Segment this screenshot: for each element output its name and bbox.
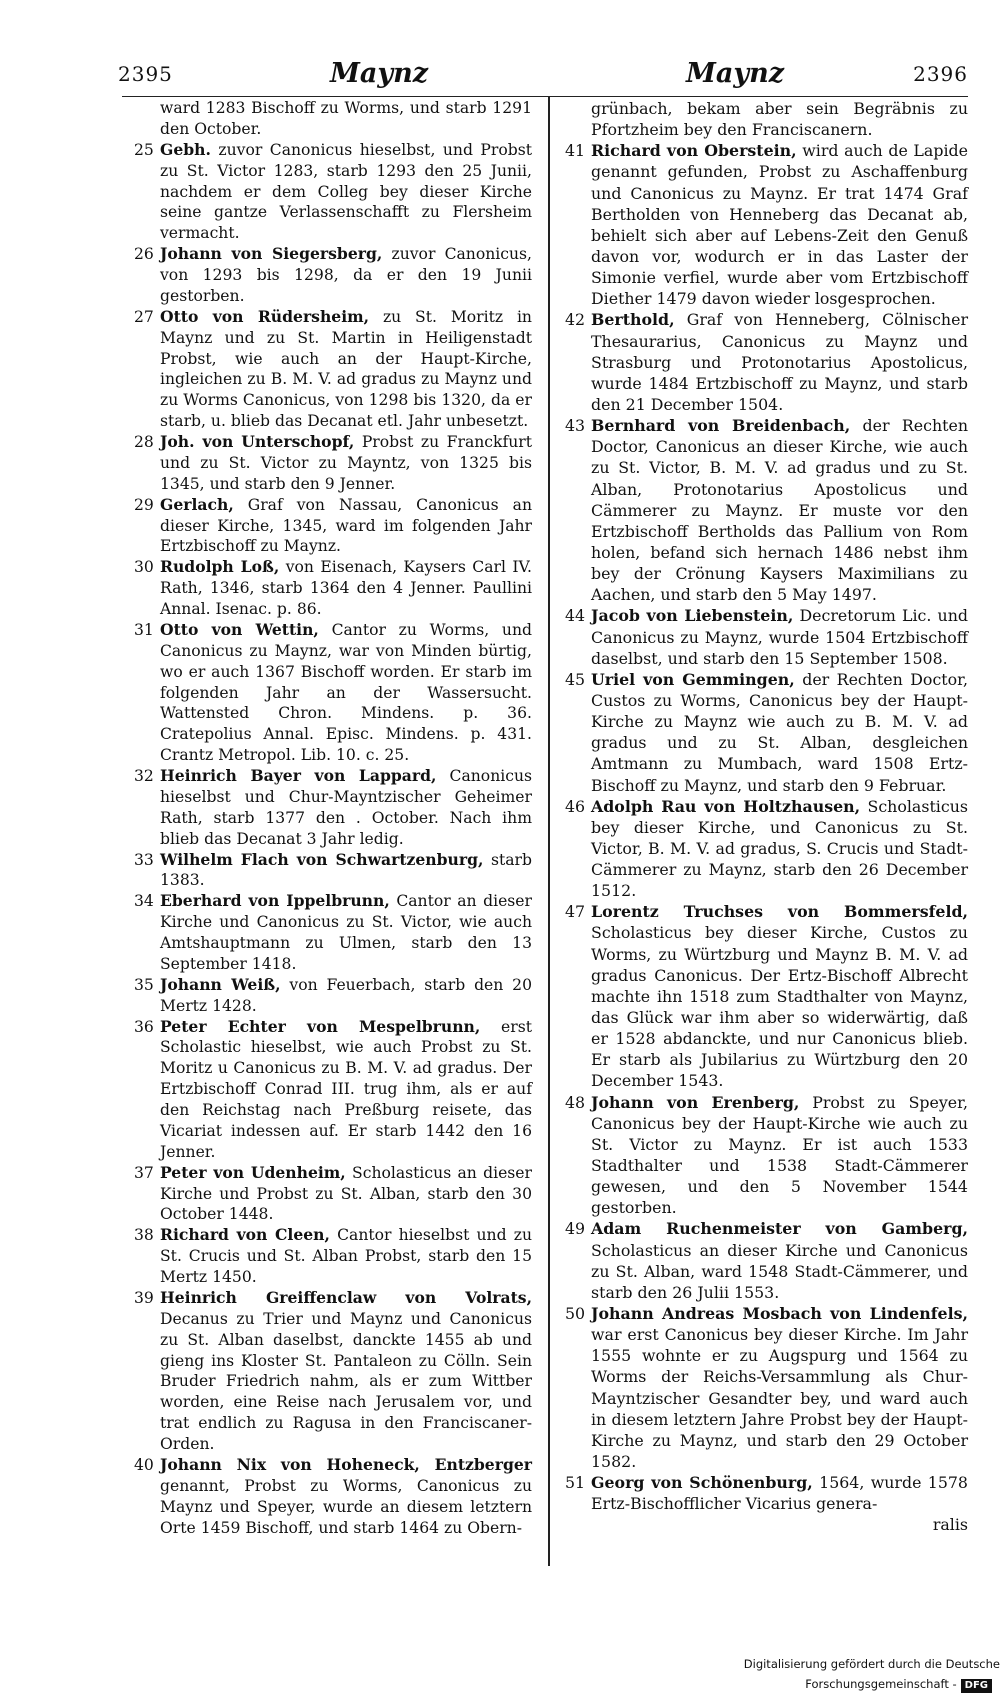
entry-number: 35 <box>134 975 154 994</box>
register-entry <box>565 605 968 668</box>
entry-text: zuvor Canonicus hieselbst, und Probst zu St. Victor 1283, starb 1293 den 25 Junii, nachdem er dem Colleg bey dieser Kirche seine gantze Verlassenschafft zu Flersheim vermacht. <box>160 140 533 243</box>
entry-text: erst Scholastic hieselbst, wie auch Probst zu St. Moritz u Canonicus zu B. M. V. ad gradus. Der Ertzbischoff Conrad III. trug ihm, als er auf den Reichstag nach Preßburg reisete, das Vicariat indessen auf. Er starb 1442 den 16 Jenner. <box>160 1017 532 1161</box>
entry-text: wird auch de Lapide genannt gefunden, Probst zu Aschaffenburg und Canonicus zu Maynz. Er trat 1474 Graf Bertholden von Henneberg das Decanat ab, behielt sich aber auf Lebens-Zeit den Genuß davon vor, wodurch er in das Laster der Simonie verfiel, wurde aber vom Ertzbischoff Diether 1479 davon wieder losgesprochen. <box>591 141 968 309</box>
entry-number: 48 <box>565 1092 586 1112</box>
column-divider <box>548 96 550 1566</box>
entry-text: von Eisenach, Kaysers Carl IV. Rath, 1346, starb 1364 den 4 Jenner. Paullini Annal. Isenac. p. 86. <box>160 558 532 618</box>
entry-number: 29 <box>134 495 154 514</box>
entry-text: war erst Canonicus bey dieser Kirche. Im Jahr 1555 wohnte er zu Augspurg und 1564 zu Worms der Reichs-Versammlung als Chur-Mayntzischer Gesandter bey, und ward auch in diesem letztern Jahre Probst bey der Haupt-Kirche zu Maynz, und starb den 29 October 1582. <box>591 1325 968 1471</box>
person-name: Richard von Oberstein, <box>591 141 797 161</box>
person-name: Heinrich Greiffenclaw von Volrats, <box>160 1287 532 1307</box>
register-entry <box>134 244 532 307</box>
entry-text: Scholasticus bey dieser Kirche, und Canonicus zu St. Victor, B. M. V. ad gradus, S. Crucis und Stadt-Cämmerer zu Maynz, starb den 26 December 1512. <box>591 796 968 901</box>
entry-number: 30 <box>134 558 154 577</box>
page-number-left: 2395 <box>118 62 173 86</box>
register-entry <box>134 495 532 558</box>
entry-text: grünbach, bekam aber sein Begräbnis zu Pfortzheim bey den Franciscanern. <box>591 99 968 140</box>
page-number-right: 2396 <box>913 62 968 86</box>
person-name: Berthold, <box>591 310 675 330</box>
entry-number: 28 <box>134 433 154 451</box>
entry-number: 37 <box>134 1163 154 1182</box>
register-entry <box>565 309 968 415</box>
entry-text: Probst zu Franckfurt und zu St. Victor zu Mayntz, von 1325 bis 1345, und starb den 9 Jenner. <box>160 433 532 493</box>
register-entry <box>565 1218 968 1303</box>
person-name: Georg von Schönenburg, <box>591 1473 813 1493</box>
entry-text: genannt, Probst zu Worms, Canonicus zu Maynz und Speyer, wurde an diesem letztern Orte 1459 Bischoff, und starb 1464 zu Obern- <box>160 1476 532 1537</box>
register-entry <box>565 669 968 796</box>
entry-text: von Feuerbach, starb den 20 Mertz 1428. <box>160 975 532 1015</box>
entry-text: Cantor an dieser Kirche und Canonicus zu St. Victor, wie auch Amtshauptmann zu Ulmen, starb den 13 September 1418. <box>160 892 532 973</box>
person-name: Johann Andreas Mosbach von Lindenfels, <box>591 1304 968 1324</box>
entry-text: zu St. Moritz in Maynz und zu St. Martin in Heiligenstadt Probst, wie auch an der Haupt-Kirche, ingleichen zu B. M. V. ad gradus zu Maynz und zu Worms Canonicus, von 1298 bis 1320, da er starb, u. blieb das Decanat etl. Jahr unbesetzt. <box>160 307 532 431</box>
entry-number: 40 <box>134 1455 154 1474</box>
person-name: Jacob von Liebenstein, <box>591 606 794 626</box>
register-entry <box>134 1455 532 1539</box>
entry-text: Decretorum Lic. und Canonicus zu Maynz, wurde 1504 Ertzbischoff daselbst, und starb den 15 September 1508. <box>591 606 968 668</box>
person-name: Otto von Rüdersheim, <box>160 306 370 326</box>
person-name: Gebh. <box>160 139 211 159</box>
entry-number: 41 <box>565 141 586 161</box>
person-name: Richard von Cleen, <box>160 1225 330 1245</box>
person-name: Johann von Erenberg, <box>591 1092 800 1112</box>
person-name: Otto von Wettin, <box>160 619 319 639</box>
person-name: Lorentz Truchses von Bommersfeld, <box>591 902 968 922</box>
entry-text: Graf von Henneberg, Cölnischer Thesaurarius, Canonicus zu Maynz und Strasburg und Protonotarius Apostolicus, wurde 1484 Ertzbischoff zu Maynz, und starb den 21 December 1504. <box>591 310 968 414</box>
entry-number: 26 <box>134 245 154 264</box>
entry-text: Probst zu Speyer, Canonicus bey der Haupt-Kirche wie auch zu St. Victor zu Maynz. Er ist auch 1533 Stadthalter und 1538 Stadt-Cämmerer gewesen, und den 5 November 1544 gestorben. <box>591 1092 968 1218</box>
entry-text: 1564, wurde 1578 Ertz-Bischofflicher Vicarius genera- <box>591 1473 968 1514</box>
register-entry <box>134 1163 532 1226</box>
entry-number: 39 <box>134 1288 154 1307</box>
entry-text: Scholasticus an dieser Kirche und Canonicus zu St. Alban, ward 1548 Stadt-Cämmerer, und starb den 26 Julii 1553. <box>591 1240 968 1302</box>
register-entry <box>134 1017 532 1163</box>
person-name: Heinrich Bayer von Lappard, <box>160 766 437 785</box>
entry-number: 34 <box>134 892 154 911</box>
entry-text: Scholasticus bey dieser Kirche, Custos zu Worms, zu Würtzburg und Maynz B. M. V. ad gradus Canonicus. Der Ertz-Bischoff Albrecht machte ihn 1518 zum Stadthalter von Maynz, das Glück war ihm aber so widerwärtig, daß er 1528 abdanckte, und nur Canonicus blieb. Er starb als Jubilarius zu Würtzburg den 20 December 1543. <box>591 923 968 1091</box>
person-name: Uriel von Gemmingen, <box>591 669 795 689</box>
register-entry <box>134 850 532 892</box>
entry-number: 47 <box>565 902 586 922</box>
page-header <box>118 58 968 94</box>
register-entry <box>134 140 532 244</box>
register-entry <box>134 1225 532 1288</box>
entry-text: starb 1383. <box>160 850 532 890</box>
entry-number: 44 <box>565 606 586 626</box>
entry-number: 32 <box>134 767 154 785</box>
entry-number: 36 <box>134 1017 154 1036</box>
person-name: Johann Weiß, <box>160 974 281 994</box>
digitization-footer <box>650 1654 1000 1691</box>
entry-number: 43 <box>565 416 586 436</box>
entry-text: ward 1283 Bischoff zu Worms, und starb 1291 den October. <box>160 99 532 138</box>
register-entry <box>134 766 532 850</box>
entry-text: Decanus zu Trier und Maynz und Canonicus zu St. Alban daselbst, danckte 1455 ab und gieng ins Kloster St. Pantaleon zu Cölln. Sein Bruder Friedrich nahm, als er zum Wittber worden, eine Reise nach Jerusalem vor, und trat endlich zu Ragusa in den Franciscaner-Orden. <box>160 1309 532 1453</box>
register-entry <box>565 1303 968 1472</box>
person-name: Wilhelm Flach von Schwartzenburg, <box>160 849 484 869</box>
entry-number: 31 <box>134 620 154 639</box>
entry-number: 42 <box>565 310 586 330</box>
person-name: Eberhard von Ippelbrunn, <box>160 891 390 911</box>
register-entry <box>134 557 532 620</box>
register-entry <box>134 98 532 140</box>
running-title-right: Maynz <box>686 58 785 89</box>
person-name: Peter von Udenheim, <box>160 1162 346 1182</box>
catchword: ralis <box>932 1515 968 1535</box>
entry-number: 33 <box>134 850 154 869</box>
entry-number: 38 <box>134 1226 154 1245</box>
entry-number: 25 <box>134 140 154 159</box>
register-entry <box>565 796 968 902</box>
person-name: Adam Ruchenmeister von Gamberg, <box>591 1219 968 1239</box>
person-name: Bernhard von Breidenbach, <box>591 416 851 436</box>
person-name: Rudolph Loß, <box>160 557 280 577</box>
entry-text: Canonicus hieselbst und Chur-Mayntzischer Geheimer Rath, starb 1377 den . October. Nach ihm blieb das Decanat 3 Jahr ledig. <box>160 767 532 848</box>
entry-text: zuvor Canonicus, von 1293 bis 1298, da er den 19 Junii gestorben. <box>160 245 532 305</box>
footer-text: Digitalisierung gefördert durch die Deutsche Forschungsgemeinschaft - <box>743 1657 1000 1691</box>
person-name: Peter Echter von Mespelbrunn, <box>160 1016 481 1036</box>
person-name: Adolph Rau von Holtzhausen, <box>591 796 861 816</box>
register-entry <box>565 140 968 309</box>
dfg-logo: DFG <box>961 1679 992 1693</box>
entry-number: 50 <box>565 1304 586 1324</box>
entry-text: Cantor hieselbst und zu St. Crucis und St. Alban Probst, starb den 15 Mertz 1450. <box>160 1226 532 1286</box>
running-title-left: Maynz <box>330 58 429 89</box>
entry-number: 27 <box>134 307 154 326</box>
register-entry <box>565 901 968 1091</box>
right-column <box>565 98 968 1536</box>
person-name: Johann von Siegersberg, <box>160 244 383 264</box>
entry-text: Graf von Nassau, Canonicus an dieser Kirche, 1345, ward im folgenden Jahr Ertzbischoff zu Maynz. <box>160 495 532 556</box>
left-column <box>134 98 532 1538</box>
register-entry <box>565 1472 968 1514</box>
register-entry <box>565 415 968 605</box>
register-entry <box>134 975 532 1017</box>
entry-number: 45 <box>565 669 586 689</box>
entry-text: der Rechten Doctor, Custos zu Worms, Canonicus bey der Haupt-Kirche zu Maynz wie auch zu B. M. V. ad gradus und zu St. Alban, desgleichen Amtmann zu Mumbach, ward 1508 Ertz-Bischoff zu Maynz, und starb den 9 Februar. <box>591 669 968 795</box>
register-entry <box>134 891 532 975</box>
entry-text: Cantor zu Worms, und Canonicus zu Maynz, war von Minden bürtig, wo er auch 1367 Bischoff worden. Er starb im folgenden Jahr an der Wassersucht. Wattensted Chron. Mindens. p. 36. Cratepolius Annal. Episc. Mindens. p. 431. Crantz Metropol. Lib. 10. c. 25. <box>160 620 533 765</box>
register-entry <box>134 432 532 495</box>
entry-number: 51 <box>565 1473 586 1493</box>
register-entry <box>565 1092 968 1219</box>
person-name: Joh. von Unterschopf, <box>160 432 355 451</box>
entry-number: 46 <box>565 796 586 816</box>
register-entry <box>134 620 532 766</box>
register-entry <box>134 1288 532 1455</box>
entry-number: 49 <box>565 1219 586 1239</box>
person-name: Johann Nix von Hoheneck, Entzberger <box>160 1454 532 1474</box>
person-name: Gerlach, <box>160 494 234 514</box>
header-rule <box>122 96 968 97</box>
entry-text: Scholasticus an dieser Kirche und Probst zu St. Alban, starb den 30 October 1448. <box>160 1163 532 1224</box>
register-entry <box>565 98 968 140</box>
entry-text: der Rechten Doctor, Canonicus an dieser Kirche, wie auch zu St. Victor, B. M. V. ad gradus und zu St. Alban, Protonotarius Apostolicus und Cämmerer zu Maynz. Er muste vor den Ertzbischoff Bertholds das Pallium von Rom holen, befand sich hernach 1486 nebst ihm bey der Crönung Kaysers Maximilians zu Aachen, und starb den 5 May 1497. <box>591 416 968 605</box>
register-entry <box>134 307 532 432</box>
